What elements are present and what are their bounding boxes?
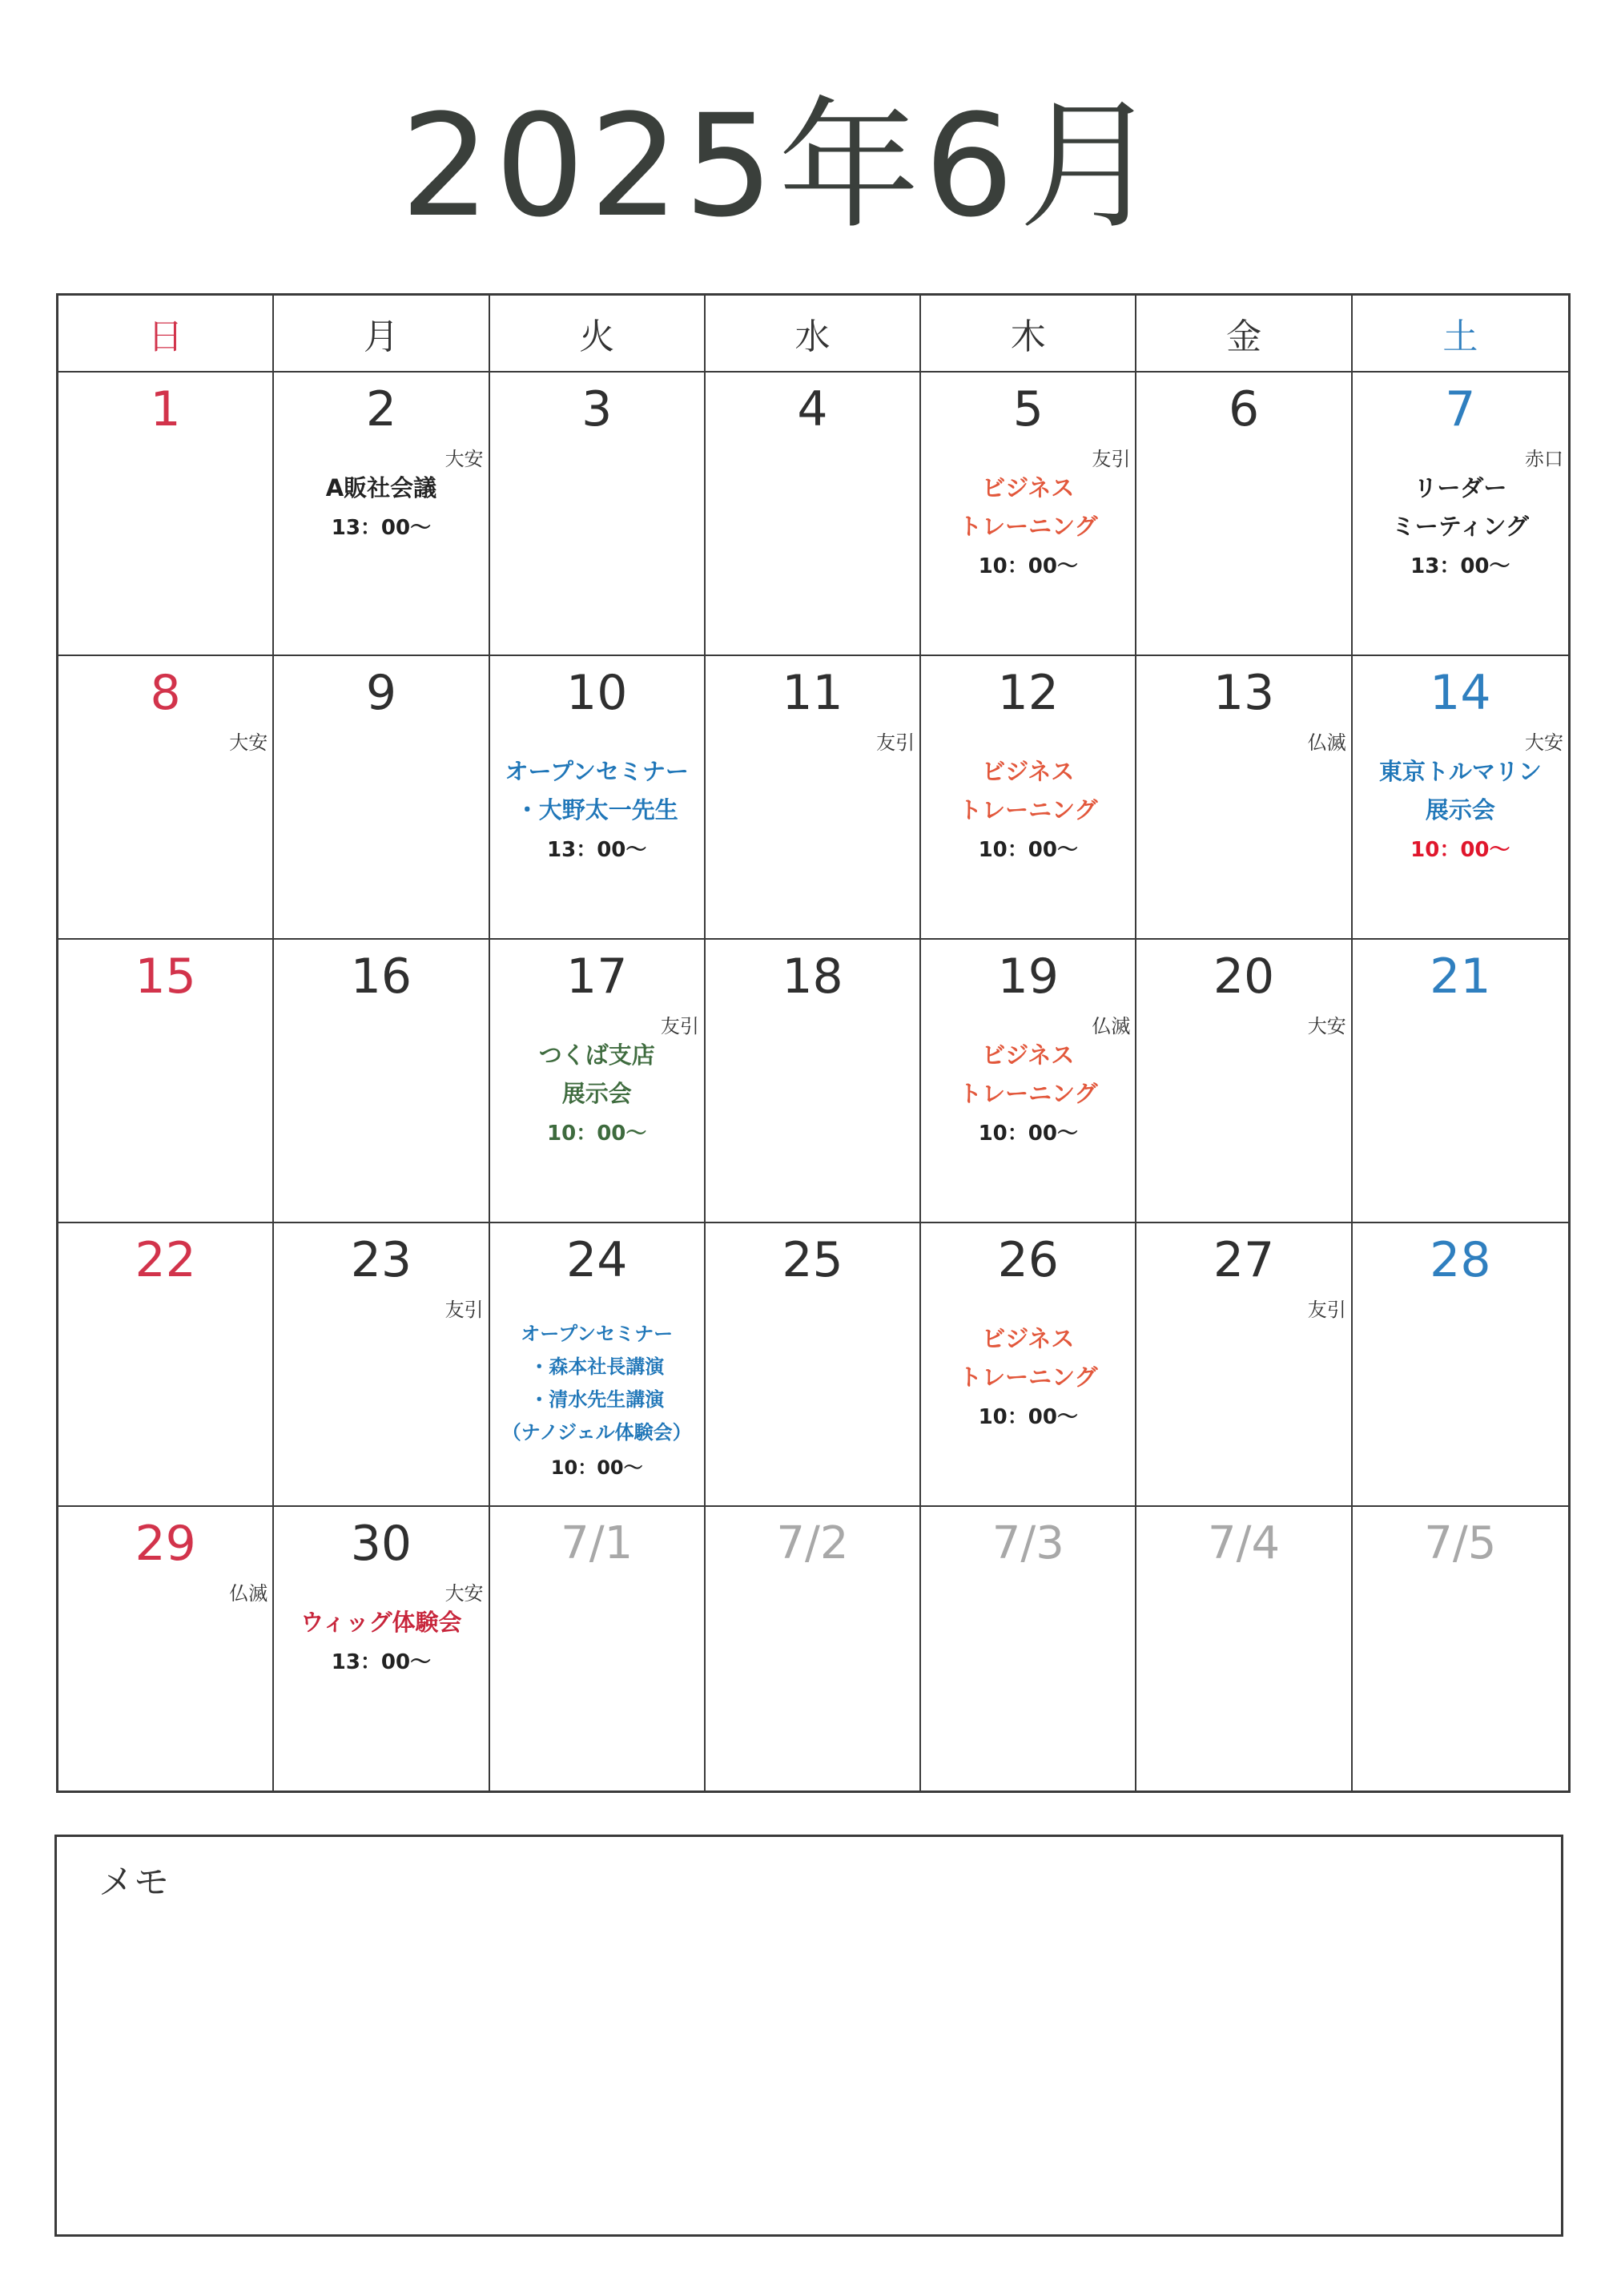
event-title-line: オープンセミナー bbox=[521, 1323, 674, 1345]
event[interactable] bbox=[921, 469, 1135, 587]
event-title-line: トレーニング bbox=[959, 1364, 1098, 1391]
weekday-header: 月 bbox=[274, 296, 489, 373]
memo-label: メモ bbox=[99, 1862, 169, 1903]
day-number: 28 bbox=[1430, 1232, 1491, 1288]
memo-box bbox=[54, 1835, 1563, 2237]
rokuyo-label: 仏滅 bbox=[1092, 1015, 1131, 1037]
weekday-header: 火 bbox=[490, 296, 706, 373]
day-cell[interactable] bbox=[1136, 1223, 1352, 1507]
day-cell[interactable] bbox=[490, 373, 706, 656]
day-cell[interactable] bbox=[921, 656, 1136, 940]
event[interactable] bbox=[921, 752, 1135, 871]
day-cell[interactable] bbox=[274, 940, 489, 1223]
day-cell[interactable] bbox=[274, 1507, 489, 1790]
event-title-line: ビジネス bbox=[982, 1325, 1075, 1352]
day-number: 2 bbox=[365, 381, 397, 437]
event[interactable] bbox=[490, 1036, 704, 1154]
day-number: 4 bbox=[797, 381, 828, 437]
day-number: 7/4 bbox=[1208, 1517, 1281, 1569]
rokuyo-label: 仏滅 bbox=[229, 1582, 268, 1605]
rokuyo-label: 友引 bbox=[1092, 448, 1131, 470]
weekday-header: 土 bbox=[1353, 296, 1568, 373]
day-number: 17 bbox=[566, 949, 628, 1005]
day-number: 25 bbox=[782, 1232, 843, 1288]
event-title-line: （ナノジェル体験会） bbox=[501, 1421, 692, 1444]
event-time: 13：00〜 bbox=[547, 838, 647, 862]
day-number: 5 bbox=[1012, 381, 1044, 437]
event-time: 10：00〜 bbox=[978, 1405, 1078, 1429]
day-number: 7/3 bbox=[992, 1517, 1064, 1569]
event[interactable] bbox=[274, 469, 488, 549]
day-cell[interactable] bbox=[706, 656, 921, 940]
day-cell[interactable] bbox=[1353, 940, 1568, 1223]
rokuyo-label: 大安 bbox=[229, 731, 268, 754]
calendar-grid bbox=[56, 293, 1571, 1793]
day-cell[interactable] bbox=[921, 940, 1136, 1223]
day-cell[interactable] bbox=[274, 373, 489, 656]
rokuyo-label: 赤口 bbox=[1524, 448, 1563, 470]
day-cell[interactable] bbox=[706, 1223, 921, 1507]
day-cell[interactable] bbox=[1353, 656, 1568, 940]
event-title-line: ビジネス bbox=[982, 758, 1075, 785]
event[interactable] bbox=[1353, 752, 1568, 871]
day-number: 27 bbox=[1213, 1232, 1275, 1288]
page-title: 2025年6月 bbox=[400, 84, 1164, 248]
rokuyo-label: 大安 bbox=[444, 1582, 484, 1605]
day-number: 11 bbox=[782, 665, 843, 721]
day-cell[interactable] bbox=[921, 1507, 1136, 1790]
day-number: 8 bbox=[150, 665, 181, 721]
rokuyo-label: 友引 bbox=[876, 731, 915, 754]
day-number: 29 bbox=[135, 1516, 196, 1572]
weekday-header: 日 bbox=[58, 296, 274, 373]
event-time: 10：00〜 bbox=[550, 1456, 643, 1479]
rokuyo-label: 友引 bbox=[660, 1015, 699, 1037]
day-cell[interactable] bbox=[58, 373, 274, 656]
event[interactable] bbox=[1353, 469, 1568, 587]
event-title-line: トレーニング bbox=[959, 1080, 1098, 1107]
event[interactable] bbox=[921, 1036, 1135, 1154]
event-title-line: リーダー bbox=[1414, 474, 1507, 501]
event-time: 10：00〜 bbox=[978, 554, 1078, 578]
event-title-line: トレーニング bbox=[959, 513, 1098, 540]
event-time: 13：00〜 bbox=[331, 516, 432, 540]
day-cell[interactable] bbox=[1136, 940, 1352, 1223]
event-time: 10：00〜 bbox=[547, 1122, 647, 1146]
event[interactable] bbox=[921, 1319, 1135, 1438]
event-title-line: ビジネス bbox=[982, 1041, 1075, 1069]
day-cell[interactable] bbox=[490, 656, 706, 940]
event-title-line: 東京トルマリン bbox=[1378, 758, 1542, 785]
day-cell[interactable] bbox=[58, 940, 274, 1223]
day-cell[interactable] bbox=[490, 940, 706, 1223]
day-cell[interactable] bbox=[58, 1223, 274, 1507]
day-number: 1 bbox=[150, 381, 181, 437]
day-number: 7/5 bbox=[1424, 1517, 1497, 1569]
day-number: 6 bbox=[1228, 381, 1260, 437]
event[interactable] bbox=[274, 1603, 488, 1683]
day-cell[interactable] bbox=[706, 940, 921, 1223]
day-cell[interactable] bbox=[274, 1223, 489, 1507]
event-time: 10：00〜 bbox=[978, 1122, 1078, 1146]
day-number: 12 bbox=[997, 665, 1059, 721]
event-title-line: トレーニング bbox=[959, 796, 1098, 824]
day-number: 23 bbox=[350, 1232, 412, 1288]
event-title-line: ミーティング bbox=[1391, 513, 1529, 540]
day-number: 7/2 bbox=[776, 1517, 849, 1569]
day-cell[interactable] bbox=[706, 373, 921, 656]
rokuyo-label: 仏滅 bbox=[1307, 731, 1346, 754]
day-number: 21 bbox=[1430, 949, 1491, 1005]
weekday-header: 金 bbox=[1136, 296, 1352, 373]
event-title-line: つくば支店 bbox=[538, 1041, 655, 1069]
rokuyo-label: 大安 bbox=[444, 448, 484, 470]
day-cell[interactable] bbox=[490, 1223, 706, 1507]
rokuyo-label: 大安 bbox=[1524, 731, 1563, 754]
rokuyo-label: 大安 bbox=[1307, 1015, 1346, 1037]
event-time: 10：00〜 bbox=[978, 838, 1078, 862]
event-title-line: 展示会 bbox=[1425, 796, 1495, 824]
day-number: 7/1 bbox=[561, 1517, 634, 1569]
day-number: 3 bbox=[581, 381, 613, 437]
day-number: 7 bbox=[1445, 381, 1476, 437]
day-number: 26 bbox=[997, 1232, 1059, 1288]
event-time: 10：00〜 bbox=[1410, 838, 1510, 862]
day-number: 22 bbox=[135, 1232, 196, 1288]
day-number: 18 bbox=[782, 949, 843, 1005]
day-number: 9 bbox=[365, 665, 397, 721]
event-title-line: ・大野太一先生 bbox=[515, 796, 678, 824]
day-number: 24 bbox=[566, 1232, 628, 1288]
day-cell[interactable] bbox=[1136, 1507, 1352, 1790]
day-cell[interactable] bbox=[1136, 373, 1352, 656]
day-cell[interactable] bbox=[1353, 1223, 1568, 1507]
event-time: 13：00〜 bbox=[1410, 554, 1510, 578]
day-cell[interactable] bbox=[58, 1507, 274, 1790]
day-cell[interactable] bbox=[921, 1223, 1136, 1507]
event-title-line: 展示会 bbox=[561, 1080, 632, 1107]
event-title-line: ・清水先生講演 bbox=[529, 1388, 665, 1411]
weekday-header: 水 bbox=[706, 296, 921, 373]
event[interactable] bbox=[490, 752, 704, 871]
day-cell[interactable] bbox=[706, 1507, 921, 1790]
day-cell[interactable] bbox=[1353, 1507, 1568, 1790]
day-cell[interactable] bbox=[490, 1507, 706, 1790]
event-title-line: ビジネス bbox=[982, 474, 1075, 501]
day-number: 14 bbox=[1430, 665, 1491, 721]
day-cell[interactable] bbox=[58, 656, 274, 940]
day-number: 30 bbox=[350, 1516, 412, 1572]
day-cell[interactable] bbox=[1136, 656, 1352, 940]
day-number: 19 bbox=[997, 949, 1059, 1005]
rokuyo-label: 友引 bbox=[444, 1299, 484, 1321]
event-title-line: オープンセミナー bbox=[505, 758, 689, 785]
event-time: 13：00〜 bbox=[331, 1650, 432, 1674]
day-number: 15 bbox=[135, 949, 196, 1005]
day-cell[interactable] bbox=[921, 373, 1136, 656]
day-cell[interactable] bbox=[1353, 373, 1568, 656]
weekday-header: 木 bbox=[921, 296, 1136, 373]
day-number: 10 bbox=[566, 665, 628, 721]
event-title-line: ・森本社長講演 bbox=[529, 1355, 665, 1378]
event-title-line: ウィッグ体験会 bbox=[300, 1609, 462, 1636]
event-title-line: A販社会議 bbox=[325, 474, 437, 501]
event[interactable] bbox=[490, 1318, 704, 1486]
day-number: 20 bbox=[1213, 949, 1275, 1005]
day-number: 13 bbox=[1213, 665, 1275, 721]
day-cell[interactable] bbox=[274, 656, 489, 940]
rokuyo-label: 友引 bbox=[1307, 1299, 1346, 1321]
day-number: 16 bbox=[350, 949, 412, 1005]
